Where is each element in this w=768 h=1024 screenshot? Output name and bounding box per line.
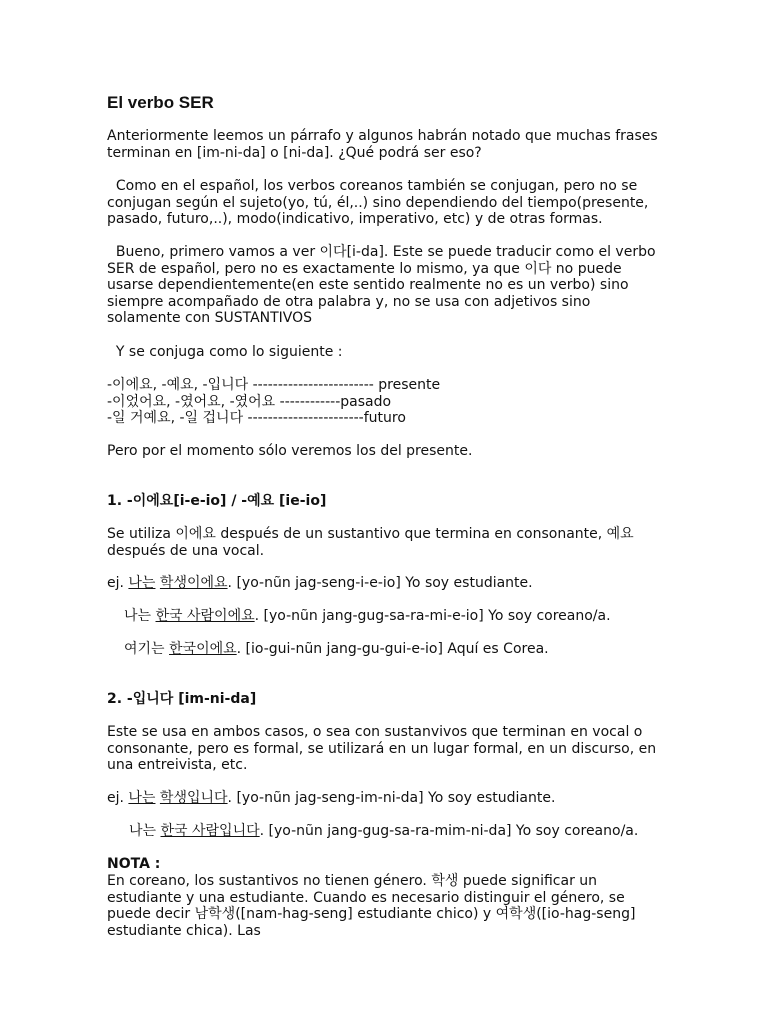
example-4: ej. 나는 학생입니다. [yo-nũn jag-seng-im-ni-da] Yo soy estudiante. bbox=[107, 790, 556, 806]
paragraph-ida: Bueno, primero vamos a ver 이다[i-da]. Este se puede traducir como el verbo SER de español, pero no es exactamente lo mismo, ya que 이다 no puede usarse dependientemente(en este sentido realmente no es un verbo) sino siempre acompañado de otra palabra y, no se usa con adjetivos sino solamente con SUSTANTIVOS bbox=[107, 244, 660, 327]
paragraph-conjugate-intro: Y se conjuga como lo siguiente : bbox=[107, 344, 343, 360]
example-2: 나는 한국 사람이에요. [yo-nũn jang-gug-sa-ra-mi-e-io] Yo soy coreano/a. bbox=[124, 608, 611, 624]
conjugation-future: -일 거예요, -일 겁니다 -----------------------futuro bbox=[107, 410, 406, 427]
section-heading-1: 1. -이에요[i-e-io] / -예요 [ie-io] bbox=[107, 493, 327, 509]
example-5: 나는 한국 사람입니다. [yo-nũn jang-gug-sa-ra-mim-ni-da] Yo soy coreano/a. bbox=[129, 823, 639, 839]
nota-text: En coreano, los sustantivos no tienen género. 학생 puede significar un estudiante y una estudiante. Cuando es necesario distinguir el género, se puede decir 남학생([nam-hag-seng] estudiante chico) y 여학생([io-hag-seng] estudiante chica). Las bbox=[107, 873, 636, 939]
nota-label: NOTA : bbox=[107, 856, 161, 872]
section-heading-2: 2. -입니다 [im-ni-da] bbox=[107, 691, 257, 707]
example-1: ej. 나는 학생이에요. [yo-nũn jag-seng-i-e-io] Yo soy estudiante. bbox=[107, 575, 533, 591]
paragraph-intro: Anteriormente leemos un párrafo y algunos habrán notado que muchas frases terminan en [im-ni-da] o [ni-da]. ¿Qué podrá ser eso? bbox=[107, 128, 658, 161]
page-title: El verbo SER bbox=[107, 93, 214, 112]
paragraph-present-note: Pero por el momento sólo veremos los del presente. bbox=[107, 443, 473, 459]
example-3: 여기는 한국이에요. [io-gui-nũn jang-gu-gui-e-io] Aquí es Corea. bbox=[124, 641, 549, 657]
conjugation-present: -이에요, -예요, -입니다 ------------------------ presente bbox=[107, 377, 441, 393]
conjugation-past: -이었어요, -였어요, -였어요 ------------pasado bbox=[107, 393, 392, 410]
paragraph-imnida-usage: Este se usa en ambos casos, o sea con sustanvivos que terminan en vocal o consonante, pero es formal, se utilizará en un lugar formal, en un discurso, en una entreivista, etc. bbox=[107, 724, 657, 774]
paragraph-ieio-usage: Se utiliza 이에요 después de un sustantivo que termina en consonante, 예요 después de una vocal. bbox=[107, 526, 634, 559]
paragraph-conjugation: Como en el español, los verbos coreanos también se conjugan, pero no se conjugan según el sujeto(yo, tú, él,..) sino dependiendo del tiempo(presente, pasado, futuro,..), modo(indicativo, imperativo, etc) y de otras formas. bbox=[107, 178, 653, 228]
conjugation-list bbox=[107, 377, 667, 427]
